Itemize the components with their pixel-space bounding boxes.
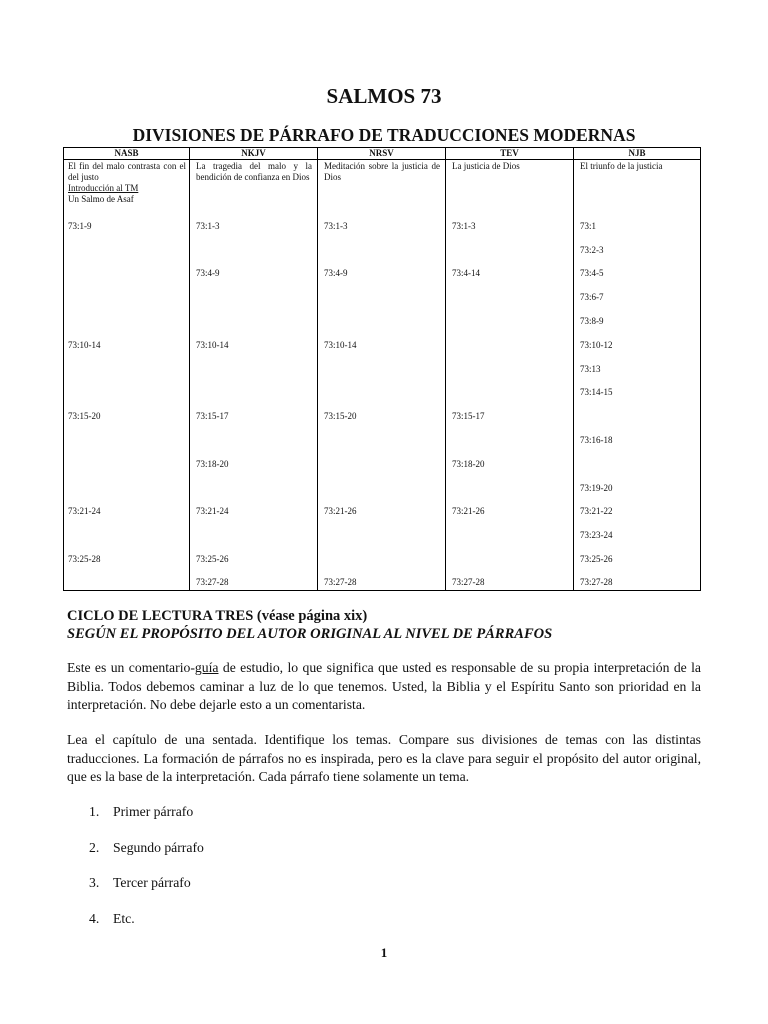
table-cell: 73:25-28 — [68, 554, 101, 564]
page-number: 1 — [380, 945, 388, 960]
list-text: Etc. — [113, 911, 135, 926]
table-cell: 73:1-3 — [196, 221, 220, 231]
list-text: Tercer párrafo — [113, 875, 191, 890]
table-cell: 73:23-24 — [580, 530, 613, 540]
tev-description: La justicia de Dios — [452, 161, 520, 171]
nasb-description — [68, 161, 186, 205]
p1-text-start: Este es un comentario- — [67, 660, 195, 675]
table-cell: 73:27-28 — [324, 577, 357, 587]
section-subheading: SEGÚN EL PROPÓSITO DEL AUTOR ORIGINAL AL NIVEL DE PÁRRAFOS — [67, 626, 553, 642]
table-cell: 73:13 — [580, 364, 601, 374]
table-cell: 73:10-14 — [324, 340, 357, 350]
column-divider — [317, 148, 318, 590]
table-cell: 73:4-9 — [324, 268, 348, 278]
table-cell: 73:27-28 — [452, 577, 485, 587]
table-cell: 73:25-26 — [580, 554, 613, 564]
table-cell: 73:18-20 — [196, 459, 229, 469]
table-cell: 73:8-9 — [580, 316, 604, 326]
table-title: DIVISIONES DE PÁRRAFO DE TRADUCCIONES MODERNAS — [132, 125, 636, 145]
table-cell: 73:21-26 — [324, 506, 357, 516]
column-divider — [189, 148, 190, 590]
nasb-desc-line: Introducción al TM — [68, 183, 139, 193]
table-cell: 73:6-7 — [580, 292, 604, 302]
table-cell: 73:18-20 — [452, 459, 485, 469]
table-cell: 73:15-17 — [196, 411, 229, 421]
table-cell: 73:27-28 — [196, 577, 229, 587]
nasb-desc-line: El fin del malo contrasta con el del justo — [68, 161, 186, 182]
table-cell: 73:16-18 — [580, 435, 613, 445]
table-cell: 73:15-20 — [68, 411, 101, 421]
section-heading: CICLO DE LECTURA TRES (véase página xix) — [67, 608, 368, 624]
nrsv-description: Meditación sobre la justicia de Dios — [324, 161, 440, 182]
table-cell: 73:4-14 — [452, 268, 480, 278]
table-cell: 73:4-9 — [196, 268, 220, 278]
list-number: 4. — [89, 911, 100, 926]
header-divider — [64, 159, 700, 160]
table-cell: 73:2-3 — [580, 245, 604, 255]
p1-underlined-word: guía — [194, 660, 219, 675]
p1-text-rest: de estudio, lo que significa que usted es responsable de su propia interpretación de la Biblia. Todos debemos caminar a luz de lo que tenemos. Usted, la Biblia y el Espíritu Santo son prioridad en la interpretación. No debe dejarle esto a un comentarista. — [67, 660, 702, 712]
list-item — [89, 840, 204, 856]
list-number: 1. — [89, 804, 100, 819]
column-header-nrsv: NRSV — [369, 148, 394, 158]
table-cell: 73:27-28 — [580, 577, 613, 587]
list-number: 2. — [89, 840, 100, 855]
list-text: Primer párrafo — [113, 804, 194, 819]
column-header-nkjv: NKJV — [241, 148, 266, 158]
njb-description: El triunfo de la justicia — [580, 161, 663, 171]
page-title: SALMOS 73 — [326, 84, 442, 108]
table-cell: 73:15-17 — [452, 411, 485, 421]
table-cell: 73:21-22 — [580, 506, 613, 516]
column-header-njb: NJB — [628, 148, 646, 158]
paragraph-1 — [67, 659, 701, 715]
nasb-desc-line: Un Salmo de Asaf — [68, 194, 134, 204]
table-cell: 73:1-3 — [324, 221, 348, 231]
table-cell: 73:25-26 — [196, 554, 229, 564]
list-number: 3. — [89, 875, 100, 890]
table-cell: 73:14-15 — [580, 387, 613, 397]
list-item — [89, 911, 135, 927]
list-item — [89, 804, 193, 820]
column-header-nasb: NASB — [114, 148, 139, 158]
table-cell: 73:21-26 — [452, 506, 485, 516]
nkjv-description: La tragedia del malo y la bendición de confianza en Dios — [196, 161, 312, 182]
table-cell: 73:4-5 — [580, 268, 604, 278]
table-cell: 73:21-24 — [68, 506, 101, 516]
column-divider — [445, 148, 446, 590]
table-cell: 73:1-9 — [68, 221, 92, 231]
table-cell: 73:10-12 — [580, 340, 613, 350]
table-cell: 73:10-14 — [68, 340, 101, 350]
table-cell: 73:19-20 — [580, 483, 613, 493]
column-header-tev: TEV — [500, 148, 519, 158]
table-cell: 73:21-24 — [196, 506, 229, 516]
list-item — [89, 875, 191, 891]
paragraph-2: Lea el capítulo de una sentada. Identifique los temas. Compare sus divisiones de temas con las distintas traducciones. La formación de párrafos no es inspirada, pero es la clave para seguir el propósito del autor original, que es la base de la interpretación. Cada párrafo tiene solamente un tema. — [67, 732, 701, 784]
table-cell: 73:15-20 — [324, 411, 357, 421]
column-divider — [573, 148, 574, 590]
table-cell: 73:1-3 — [452, 221, 476, 231]
list-text: Segundo párrafo — [113, 840, 204, 855]
translations-table — [63, 147, 701, 591]
table-cell: 73:10-14 — [196, 340, 229, 350]
table-cell: 73:1 — [580, 221, 597, 231]
